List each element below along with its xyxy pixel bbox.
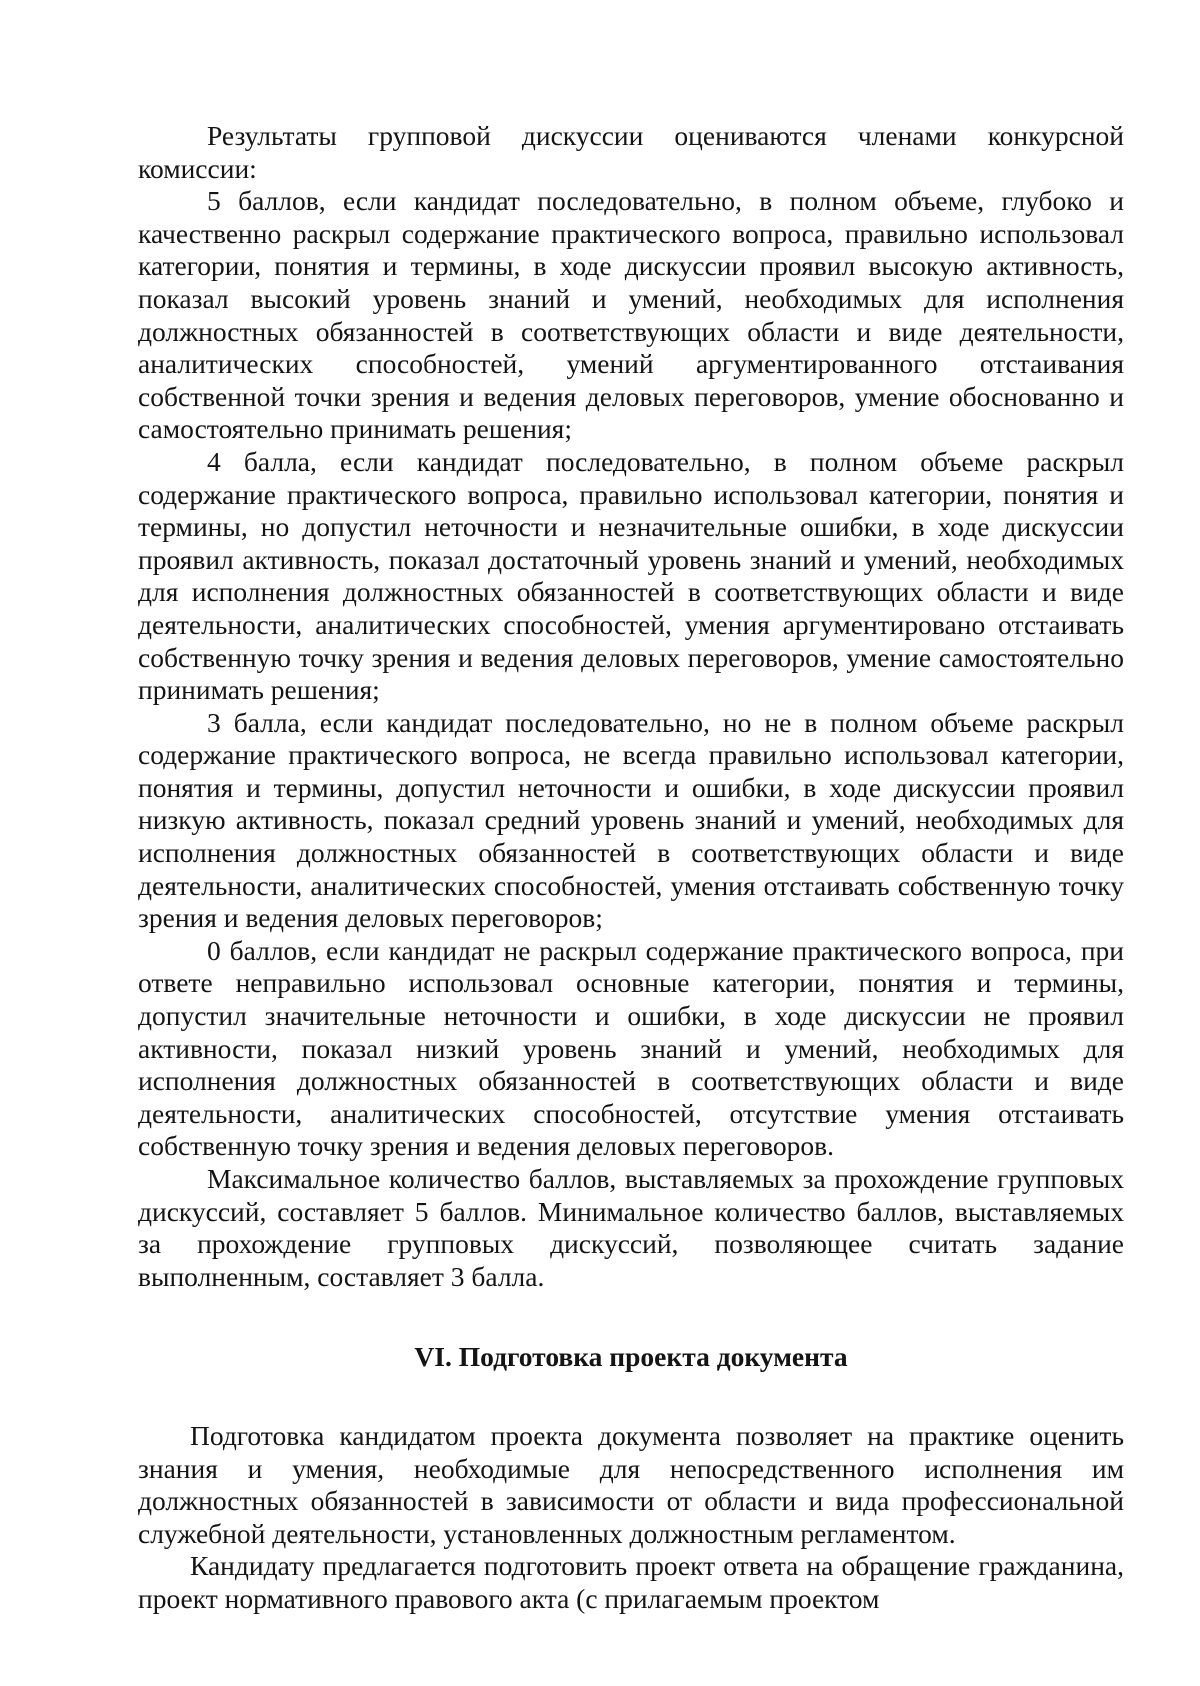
section-paragraph-1: Подготовка кандидатом проекта документа позволяет на практике оценить знания и умения, необходимые для непосредственного исполнения им должностных обязанностей в зависимости от области и вида профессиональной служебной деятельности, установленных должностным регламентом. [138, 1419, 1124, 1549]
max-min-paragraph: Максимальное количество баллов, выставляемых за прохождение групповых дискуссий, составляет 5 баллов. Минимальное количество баллов, выставляемых за прохождение групповых дискуссий, позволяющее считать задание выполненным, составляет 3 балла. [138, 1163, 1124, 1292]
score-4-paragraph: 4 балла, если кандидат последовательно, в полном объеме раскрыл содержание практического вопроса, правильно использовал категории, понятия и термины, но допустил неточности и незначительные ошибки, в ходе дискуссии проявил активность, показал достаточный уровень знаний и умений, необходимых для исполнения должностных обязанностей в соответствующих области и виде деятельности, аналитических способностей, умения аргументировано отстаивать собственную точку зрения и ведения деловых переговоров, умение самостоятельно принимать решения; [138, 445, 1124, 706]
intro-paragraph: Результаты групповой дискуссии оцениваются членами конкурсной комиссии: [138, 120, 1124, 184]
section-paragraph-2: Кандидату предлагается подготовить проект ответа на обращение гражданина, проект нормативного правового акта (с прилагаемым проектом [138, 1550, 1124, 1614]
score-0-paragraph: 0 баллов, если кандидат не раскрыл содержание практического вопроса, при ответе неправильно использовал основные категории, понятия и термины, допустил значительные неточности и ошибки, в ходе дискуссии не проявил активности, показал низкий уровень знаний и умений, необходимых для исполнения должностных обязанностей в соответствующих области и виде деятельности, аналитических способностей, отсутствие умения отстаивать собственную точку зрения и ведения деловых переговоров. [138, 934, 1124, 1162]
score-5-paragraph: 5 баллов, если кандидат последовательно, в полном объеме, глубоко и качественно раскрыл содержание практического вопроса, правильно использовал категории, понятия и термины, в ходе дискуссии проявил высокую активность, показал высокий уровень знаний и умений, необходимых для исполнения должностных обязанностей в соответствующих области и виде деятельности, аналитических способностей, умений аргументированного отстаивания собственной точки зрения и ведения деловых переговоров, умение обоснованно и самостоятельно принимать решения; [138, 185, 1124, 445]
document-page [138, 120, 1124, 1616]
section-heading: VI. Подготовка проекта документа [414, 1341, 848, 1373]
score-3-paragraph: 3 балла, если кандидат последовательно, но не в полном объеме раскрыл содержание практического вопроса, не всегда правильно использовал категории, понятия и термины, допустил неточности и ошибки, в ходе дискуссии проявил низкую активность, показал средний уровень знаний и умений, необходимых для исполнения должностных обязанностей в соответствующих области и виде деятельности, аналитических способностей, умения отстаивать собственную точку зрения и ведения деловых переговоров; [138, 706, 1124, 934]
